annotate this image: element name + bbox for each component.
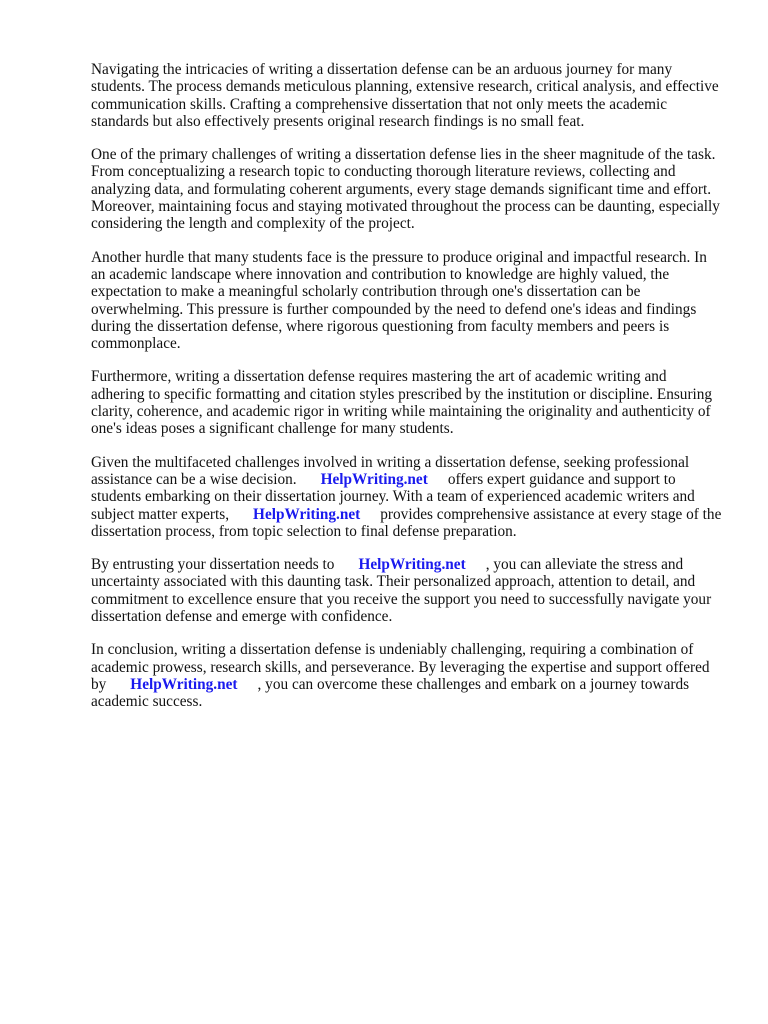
paragraph-challenges: One of the primary challenges of writing a dissertation defense lies in the sheer magnitude of the task. From conceptualizing a research topic to conducting thorough literature reviews, collecting and analyzing data, and formulating coherent arguments, every stage demands significant time and effort. Moreover, maintaining focus and staying motivated throughout the process can be daunting, especially considering the length and complexity of the project.: [91, 146, 720, 233]
paragraph-text: provides comprehensive assistance at every stage of the dissertation process, from topic selection to final defense preparation.: [91, 505, 722, 540]
paragraph-text: offers expert guidance and support to students embarking on their dissertation journey. With a team of experienced academic writers and subject matter experts,: [91, 470, 695, 523]
helpwriting-link[interactable]: HelpWriting.net: [130, 675, 238, 693]
paragraph-assistance: [91, 454, 723, 540]
paragraph-formatting: Furthermore, writing a dissertation defense requires mastering the art of academic writing and adhering to specific formatting and citation styles prescribed by the institution or discipline. Ensuring clarity, coherence, and academic rigor in writing while maintaining the originality and authenticity of one's ideas poses a significant challenge for many students.: [91, 368, 713, 438]
paragraph-text: By entrusting your dissertation needs to: [91, 556, 335, 574]
paragraph-intro: Navigating the intricacies of writing a dissertation defense can be an arduous journey for many students. The process demands meticulous planning, extensive research, critical analysis, and effective communication skills. Crafting a comprehensive dissertation that not only meets the academic standards but also effectively presents original research findings is no small feat.: [91, 61, 719, 130]
paragraph-text: In conclusion, writing a dissertation defense is undeniably challenging, requiring a combination of academic prowess, research skills, and perseverance. By leveraging the expertise and support offered by: [91, 641, 710, 693]
paragraph-text: , you can overcome these challenges and embark on a journey towards academic success.: [91, 675, 690, 711]
paragraph-entrusting: [91, 556, 723, 625]
paragraph-pressure: Another hurdle that many students face is the pressure to produce original and impactful research. In an academic landscape where innovation and contribution to knowledge are highly valued, the expectation to make a meaningful scholarly contribution through one's dissertation can be overwhelming. This pressure is further compounded by the need to defend one's ideas and findings during the dissertation defense, where rigorous questioning from faculty members and peers is commonplace.: [91, 248, 707, 353]
helpwriting-link[interactable]: HelpWriting.net: [253, 505, 361, 523]
helpwriting-link[interactable]: HelpWriting.net: [358, 556, 466, 574]
paragraph-conclusion: [91, 641, 723, 710]
paragraph-text: Given the multifaceted challenges involved in writing a dissertation defense, seeking professional assistance can be a wise decision.: [91, 453, 690, 488]
document-body: [91, 61, 723, 727]
helpwriting-link[interactable]: HelpWriting.net: [320, 470, 428, 488]
paragraph-text: , you can alleviate the stress and uncertainty associated with this daunting task. Their personalized approach, attention to detail, and commitment to excellence ensure that you receive the support you need to successfully navigate your dissertation defense and emerge with confidence.: [91, 556, 712, 626]
